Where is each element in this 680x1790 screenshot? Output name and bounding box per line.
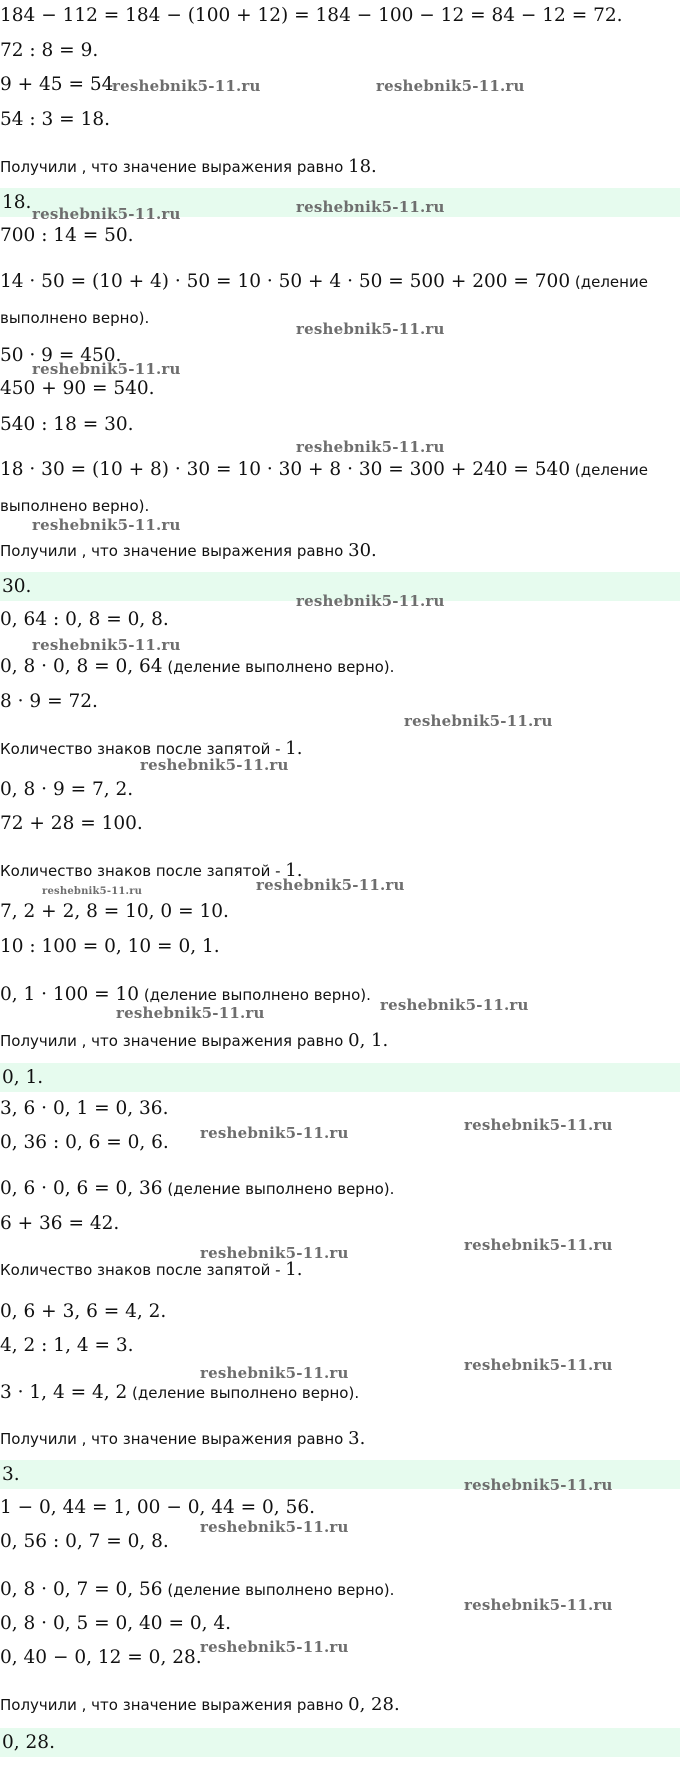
math-line: 0, 8 · 0, 5 = 0, 40 = 0, 4. [0, 1613, 232, 1634]
math-line: 700 : 14 = 50. [0, 225, 134, 246]
watermark: reshebnik5-11.ru [296, 438, 445, 456]
math-line: 72 + 28 = 100. [0, 813, 143, 834]
answer-bar: 3. [0, 1460, 680, 1489]
watermark: reshebnik5-11.ru [404, 712, 553, 730]
text-line: Количество знаков после запятой - 1. [0, 738, 303, 759]
watermark: reshebnik5-11.ru [32, 516, 181, 534]
watermark: reshebnik5-11.ru [32, 360, 181, 378]
math-line: 1 − 0, 44 = 1, 00 − 0, 44 = 0, 56. [0, 1497, 315, 1518]
answer-bar: 30. [0, 572, 680, 601]
answer-bar: 0, 1. [0, 1063, 680, 1092]
watermark: reshebnik5-11.ru [200, 1638, 349, 1656]
math-line: 72 : 8 = 9. [0, 40, 99, 61]
math-line: 3 · 1, 4 = 4, 2 (деление выполнено верно). [0, 1382, 360, 1403]
math-line: 0, 8 · 9 = 7, 2. [0, 779, 134, 800]
math-line: 54 : 3 = 18. [0, 109, 110, 130]
math-line: 6 + 36 = 42. [0, 1213, 120, 1234]
watermark: reshebnik5-11.ru [200, 1364, 349, 1382]
conclusion-text: Получили , что значение выражения равно 3. [0, 1428, 366, 1449]
math-line: 10 : 100 = 0, 10 = 0, 1. [0, 936, 220, 957]
math-line: 0, 6 + 3, 6 = 4, 2. [0, 1301, 167, 1322]
math-line: 184 − 112 = 184 − (100 + 12) = 184 − 100 − 12 = 84 − 12 = 72. [0, 5, 623, 26]
text-line: выполнено верно). [0, 309, 150, 327]
watermark: reshebnik5-11.ru [42, 886, 143, 897]
text-line: Количество знаков после запятой - 1. [0, 1259, 303, 1280]
watermark: reshebnik5-11.ru [200, 1518, 349, 1536]
math-line: 0, 8 · 0, 7 = 0, 56 (деление выполнено верно). [0, 1579, 395, 1600]
math-line: 0, 6 · 0, 6 = 0, 36 (деление выполнено верно). [0, 1178, 395, 1199]
math-line: 0, 1 · 100 = 10 (деление выполнено верно). [0, 984, 371, 1005]
math-line: 7, 2 + 2, 8 = 10, 0 = 10. [0, 901, 229, 922]
watermark: reshebnik5-11.ru [116, 1004, 265, 1022]
answer-bar: 0, 28. [0, 1728, 680, 1757]
watermark: reshebnik5-11.ru [380, 996, 529, 1014]
watermark: reshebnik5-11.ru [32, 636, 181, 654]
math-line: 8 · 9 = 72. [0, 691, 98, 712]
watermark: reshebnik5-11.ru [296, 320, 445, 338]
watermark: reshebnik5-11.ru [464, 1596, 613, 1614]
math-line: 0, 56 : 0, 7 = 0, 8. [0, 1531, 169, 1552]
watermark: reshebnik5-11.ru [464, 1236, 613, 1254]
text-line: Количество знаков после запятой - 1. [0, 860, 303, 881]
math-line: 540 : 18 = 30. [0, 414, 134, 435]
watermark: reshebnik5-11.ru [256, 876, 405, 894]
watermark: reshebnik5-11.ru [112, 77, 261, 95]
math-line: 50 · 9 = 450. [0, 345, 122, 366]
watermark: reshebnik5-11.ru [200, 1244, 349, 1262]
math-line: 450 + 90 = 540. [0, 378, 155, 399]
math-line: 4, 2 : 1, 4 = 3. [0, 1335, 134, 1356]
watermark: reshebnik5-11.ru [296, 592, 445, 610]
math-line: 0, 64 : 0, 8 = 0, 8. [0, 609, 169, 630]
watermark: reshebnik5-11.ru [32, 205, 181, 223]
math-line: 0, 36 : 0, 6 = 0, 6. [0, 1132, 169, 1153]
math-line: 0, 8 · 0, 8 = 0, 64 (деление выполнено верно). [0, 656, 395, 677]
conclusion-text: Получили , что значение выражения равно 0, 1. [0, 1030, 389, 1051]
watermark: reshebnik5-11.ru [464, 1476, 613, 1494]
answer-bar: 18. [0, 188, 680, 217]
conclusion-text: Получили , что значение выражения равно 18. [0, 156, 377, 177]
conclusion-text: Получили , что значение выражения равно 0, 28. [0, 1694, 400, 1715]
conclusion-text: Получили , что значение выражения равно 30. [0, 540, 377, 561]
math-line: 18 · 30 = (10 + 8) · 30 = 10 · 30 + 8 · 30 = 300 + 240 = 540 (деление [0, 459, 648, 480]
watermark: reshebnik5-11.ru [464, 1116, 613, 1134]
watermark: reshebnik5-11.ru [296, 198, 445, 216]
math-line: 0, 40 − 0, 12 = 0, 28. [0, 1647, 202, 1668]
watermark: reshebnik5-11.ru [376, 77, 525, 95]
math-line: 14 · 50 = (10 + 4) · 50 = 10 · 50 + 4 · 50 = 500 + 200 = 700 (деление [0, 271, 648, 292]
text-line: выполнено верно). [0, 497, 150, 515]
math-line: 3, 6 · 0, 1 = 0, 36. [0, 1098, 169, 1119]
watermark: reshebnik5-11.ru [140, 756, 289, 774]
watermark: reshebnik5-11.ru [464, 1356, 613, 1374]
math-line: 9 + 45 = 54 [0, 74, 114, 95]
watermark: reshebnik5-11.ru [200, 1124, 349, 1142]
